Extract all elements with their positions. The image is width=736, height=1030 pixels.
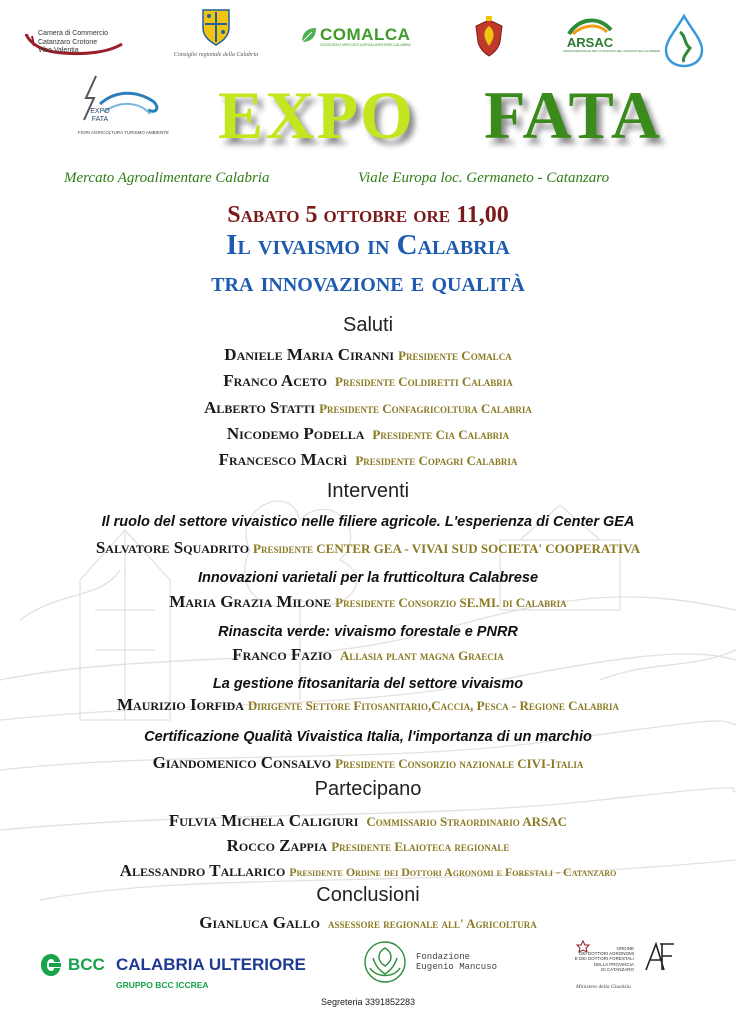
camera-line-3: Vibo Valentia xyxy=(38,47,79,54)
talk-title: Certificazione Qualità Vivaistica Italia, l'importanza di un marchio xyxy=(144,729,592,745)
title-fata: FATA xyxy=(484,77,662,153)
ordine-line-2: DEI DOTTORI AGRONOMI xyxy=(579,951,634,957)
talk-speaker xyxy=(0,592,736,612)
partecipano-row xyxy=(0,836,736,856)
person-role: Presidente Cia Calabria xyxy=(372,427,510,442)
person-role: Presidente Comalca xyxy=(398,348,512,363)
ordine-line-5: DI CATANZARO xyxy=(601,966,634,972)
fondazione-logo xyxy=(358,938,498,990)
person-name: Maria Grazia Milone xyxy=(169,592,332,611)
person-name: Gianluca Gallo xyxy=(199,913,320,932)
person-name: Giandomenico Consalvo xyxy=(152,753,332,772)
partecipano-row xyxy=(0,811,736,831)
person-name: Alberto Statti xyxy=(204,398,316,417)
bcc-symbol-icon xyxy=(38,952,64,978)
person-role: Presidente Consorzio nazionale CIVI-Italia xyxy=(335,756,584,771)
person-role: Presidente CENTER GEA - VIVAI SUD SOCIETA' COOPERATIVA xyxy=(253,541,641,556)
saluti-row xyxy=(0,450,736,470)
person-name: Salvatore Squadrito xyxy=(95,538,250,557)
calabria-crest-icon xyxy=(201,6,231,46)
talk-title: Il ruolo del settore vivaistico nelle filiere agricole. L'esperienza di Center GEA xyxy=(101,514,635,530)
ordine-line-4: DELLA PROVINCIA xyxy=(593,961,634,967)
person-role: Presidente Ordine dei Dottori Agronomi e Forestali - Catanzaro xyxy=(289,865,617,879)
person-role: Presidente Consorzio SE.MI. di Calabria xyxy=(335,595,567,610)
person-name: Rocco Zappia xyxy=(226,836,328,855)
regional-eagle-crest-icon xyxy=(472,16,506,60)
water-drop-calabria-icon xyxy=(662,14,706,68)
person-name: Nicodemo Podella xyxy=(226,424,365,443)
fondazione-line-2: Eugenio Mancuso xyxy=(416,962,498,972)
title-expo: EXPO xyxy=(218,77,415,153)
camera-line-1: Camera di Commercio xyxy=(38,30,109,37)
person-name: Fulvia Michela Caligiuri xyxy=(168,811,359,830)
bcc-label: BCC xyxy=(68,955,105,974)
partecipano-row xyxy=(0,861,736,881)
person-name: Daniele Maria Ciranni xyxy=(224,345,395,364)
expo-logo-tagline: FIORI AGRICOLTURA TURISMO AMBIENTE xyxy=(78,130,169,135)
talk-speaker xyxy=(0,695,736,715)
arsac-name: ARSAC xyxy=(566,35,614,50)
talk-speaker xyxy=(0,538,736,558)
saluti-row xyxy=(0,345,736,365)
person-name: Franco Fazio xyxy=(232,645,332,664)
talk-speaker xyxy=(0,645,736,665)
talk-speaker xyxy=(0,753,736,773)
expo-logo-line-1: EXPO xyxy=(90,108,110,115)
person-name: Franco Aceto xyxy=(223,371,327,390)
camera-commercio-logo xyxy=(24,30,124,60)
headline-line-2: tra innovazione e qualità xyxy=(211,266,525,298)
comalca-name: COMALCA xyxy=(320,25,411,44)
segreteria-contact: Segreteria 3391852283 xyxy=(320,997,416,1007)
expo-logo-line-2: FATA xyxy=(91,116,109,123)
talk-title: Innovazioni varietali per la frutticoltura Calabrese xyxy=(197,570,539,586)
rose-icon xyxy=(358,938,412,988)
ordine-line-3: E DEI DOTTORI FORESTALI xyxy=(574,956,634,962)
talk-title: La gestione fitosanitaria del settore vivaismo xyxy=(212,676,524,692)
person-role: Dirigente Settore Fitosanitario,Caccia, Pesca - Regione Calabria xyxy=(247,698,619,713)
date-line: Sabato 5 ottobre ore 11,00 xyxy=(227,202,509,228)
section-partecipano: Partecipano xyxy=(314,778,422,800)
bcc-bank-name: CALABRIA ULTERIORE xyxy=(116,955,306,974)
person-role: Allasia plant magna Graecia xyxy=(339,648,504,663)
venue-left: Mercato Agroalimentare Calabria xyxy=(64,170,270,186)
ordine-agronomi-logo xyxy=(566,940,686,996)
af-monogram-icon xyxy=(642,940,676,974)
section-saluti: Saluti xyxy=(342,314,394,336)
arsac-logo xyxy=(560,16,661,62)
person-role: Presidente Confagricoltura Calabria xyxy=(319,401,532,416)
saluti-row xyxy=(0,398,736,418)
saluti-row xyxy=(0,424,736,444)
person-role: Commissario Straordinario ARSAC xyxy=(366,814,568,829)
person-role: assessore regionale all' Agricoltura xyxy=(327,916,537,931)
comalca-logo xyxy=(300,24,430,48)
comalca-subtitle: CONSORZIO MERCATO AGROALIMENTARE CALABRIA xyxy=(320,43,411,47)
bcc-logo xyxy=(38,950,308,994)
arsac-subtitle: AZIENDA REGIONALE PER LO SVILUPPO DELL'AGRICOLTURA CALABRESE xyxy=(563,49,661,53)
consiglio-regionale-logo xyxy=(168,6,264,60)
arsac-hills-icon xyxy=(567,16,613,36)
talk-title: Rinascita verde: vivaismo forestale e PNRR xyxy=(218,624,518,640)
person-name: Maurizio Iorfida xyxy=(117,695,244,714)
person-role: Presidente Elaioteca regionale xyxy=(331,839,510,854)
section-conclusioni: Conclusioni xyxy=(316,884,420,906)
fondazione-line-1: Fondazione xyxy=(416,952,471,962)
camera-line-2: Catanzaro Crotone xyxy=(38,38,98,46)
bcc-group: GRUPPO BCC ICCREA xyxy=(116,980,209,990)
person-name: Francesco Macrì xyxy=(218,450,348,469)
headline-line-1: Il vivaismo in Calabria xyxy=(226,229,510,261)
leaf-icon xyxy=(300,26,318,44)
person-role: Presidente Coldiretti Calabria xyxy=(335,374,513,389)
ministero-caption: Ministero della Giustizia xyxy=(576,984,631,990)
venue-right: Viale Europa loc. Germaneto - Catanzaro xyxy=(358,170,610,186)
ordine-line-1: ORDINE xyxy=(616,946,634,951)
expo-fata-logo xyxy=(78,74,168,142)
person-role: Presidente Copagri Calabria xyxy=(355,453,518,468)
conclusioni-row xyxy=(0,913,736,933)
consiglio-caption: Consiglio regionale della Calabria xyxy=(173,52,259,58)
section-interventi: Interventi xyxy=(326,480,410,502)
person-name: Alessandro Tallarico xyxy=(119,861,286,880)
saluti-row xyxy=(0,371,736,391)
